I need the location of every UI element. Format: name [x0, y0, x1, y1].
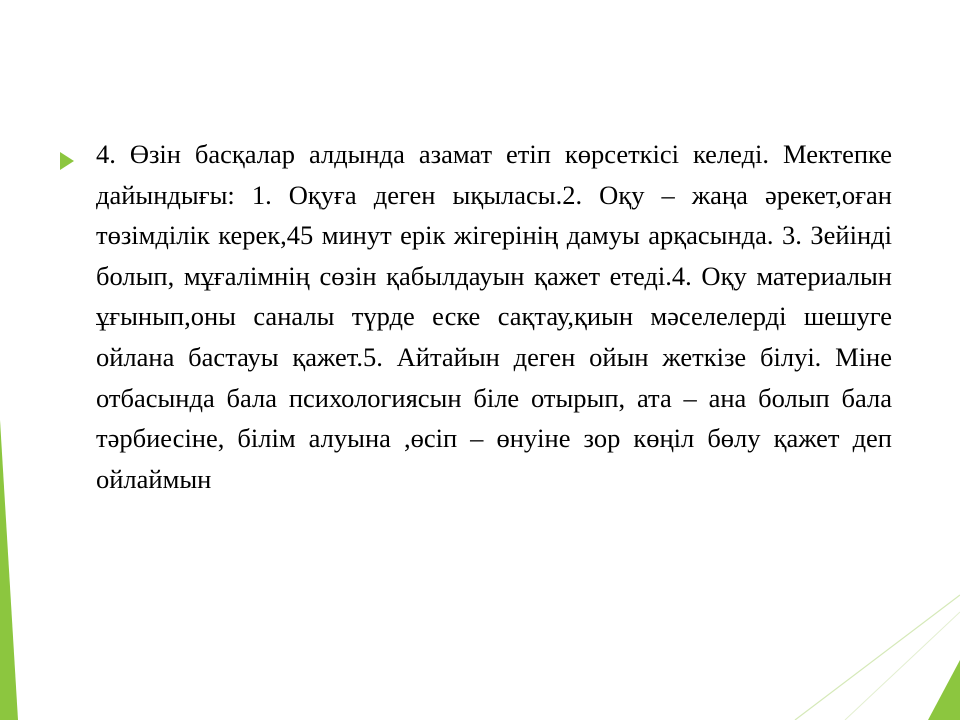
content-block	[96, 134, 892, 499]
bottom-right-accent-shape	[928, 660, 960, 720]
left-accent-shape	[0, 420, 18, 720]
bullet-arrow-icon	[60, 152, 74, 170]
decor-line-1	[795, 595, 960, 720]
body-paragraph: 4. Өзін басқалар алдында азамат етіп көрсеткісі келеді. Мектепке дайындығы: 1. Оқуға деген ықыласы.2. Оқу – жаңа әрекет,оған төзімділік керек,45 минут ерік жігерінің дамуы арқасында. 3. Зейінді болып, мұғалімнің сөзін қабылдауын қажет етеді.4. Оқу материалын ұғынып,оны саналы түрде еске сақтау,қиын мәселелерді шешуге ойлана бастауы қажет.5. Айтайын деген ойын жеткізе білуі. Міне отбасында бала психологиясын біле отырып, ата – ана болып бала тәрбиесіне, білім алуына ,өсіп – өнуіне зор көңіл бөлу қажет деп ойлаймын	[96, 139, 892, 494]
